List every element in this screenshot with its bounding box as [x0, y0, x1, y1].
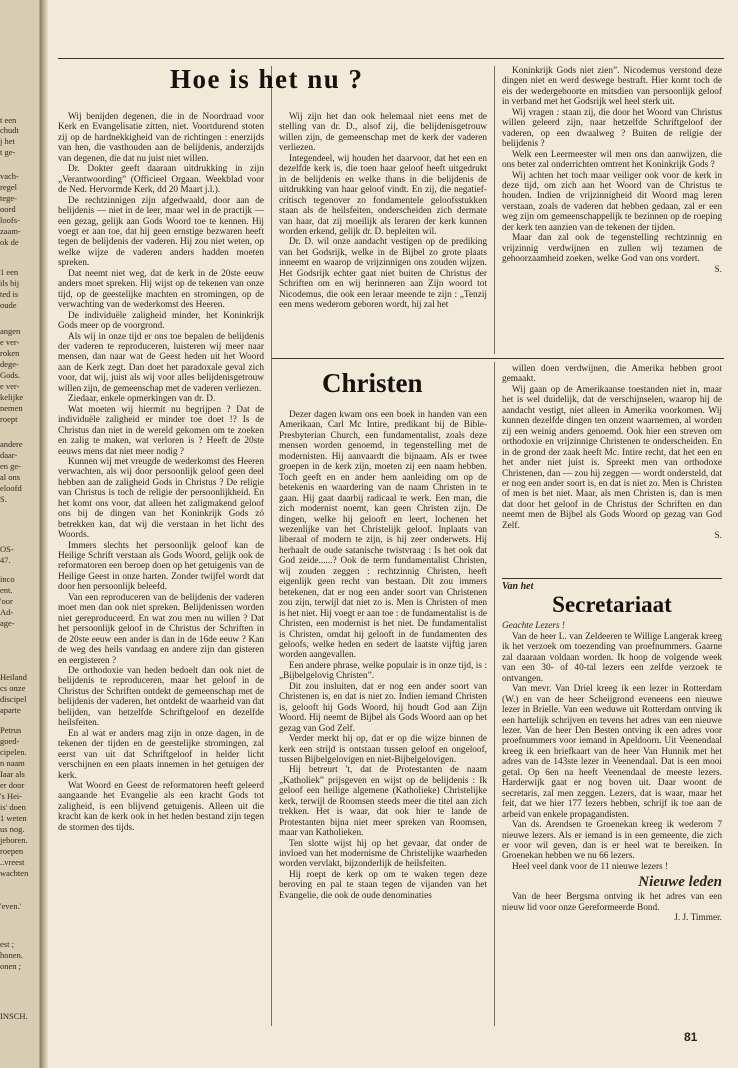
adjacent-page-text-fragment: zaam-: [0, 226, 21, 236]
signature: S.: [714, 531, 722, 542]
paragraph: Van ds. Arendsen te Groenekan kreeg ik wederom 7 nieuwe lezers. Als er iemand is in een gemeente, die zich er voor wil geven, dan is er heel wat te bereiken. In Groenekan hebben we nu 66 lezers.: [502, 820, 722, 862]
paragraph: Hij roept de kerk op om te waken tegen deze beroving en pal te staan tegen de vijanden van het Evangelie, die ook de oude denominaties: [279, 869, 487, 901]
paragraph: Dit zou insluiten, dat er nog een ander soort van Christenen is, en dat is niet zo. Indien iemand Christen is, gelooft hij Gods Woord, hij houdt God aan Zijn Woord. Hij neemt de Bijbel als Gods Woord aan op het gezag van God Zelf.: [279, 681, 487, 734]
paragraph: En al wat er anders mag zijn in onze dagen, in de tekenen der tijden en de geestelijke stromingen, zal eerst van uit dat Schriftgeloof in helder licht verschijnen en een plaats innemen in het getuigen der kerk.: [58, 728, 264, 781]
section-kicker: Van het: [502, 582, 534, 592]
adjacent-page-text-fragment: cipelen.: [0, 747, 27, 757]
adjacent-page-text-fragment: inco: [0, 574, 15, 584]
adjacent-page-text-fragment: ted is: [0, 289, 19, 299]
adjacent-page-text-fragment: dege-: [0, 359, 19, 369]
adjacent-page-text-fragment: 'even.': [0, 901, 22, 911]
paragraph: Wij achten het toch maar veiliger ook voor de kerk in deze tijd, om zich aan het Woord van de Christus te houden. Indien de vrijzinnigheid dit Woord mag leren verstaan, zoals de vaderen dat hebben gedaan, zal er een weg zijn om gemeenschappelijk te bezinnen op de roeping der kerk ten aanzien van de tekenen der tijden.: [502, 170, 722, 233]
adjacent-page-text-fragment: oude: [0, 300, 17, 310]
paragraph: Wij benijden degenen, die in de Noordraad voor Kerk en Evangelisatie zitten, niet. Voortdurend stoten zij op de hardnekkigheid van de richtingen : enerzijds van hen, die vasthouden aan de belijdenis, anderzijds van degenen, die dat nu juist niet willen.: [58, 112, 264, 164]
adjacent-page-text-fragment: INSCH.: [0, 1011, 28, 1021]
adjacent-page-text-fragment: wachten: [0, 868, 29, 878]
paragraph: Dr. Dokter geeft daaraan uitdrukking in zijn „Verantwoording” (Officieel Orgaan. Weekblad voor de Ned. Hervormde Kerk, dd 20 Maart j.l.).: [58, 164, 264, 196]
adjacent-page-text-fragment: oord: [0, 204, 16, 214]
top-rule: [58, 58, 724, 59]
paragraph: Wij vragen : staan zij, die door het Woord van Christus willen geleerd zijn, naar hetzelfde Schriftgeloof der vaderen, op een dwaalweg ? Buiten de religie der belijdenis ?: [502, 107, 722, 150]
adjacent-page-text-fragment: Petrus: [0, 725, 22, 735]
paragraph: Wij zijn het dan ook helemaal niet eens met de stelling van dr. D., alsof zij, die belijdenisgetrouw willen zijn, de gemeenschap met de kerk der vaderen verliezen.: [279, 112, 487, 154]
paragraph: Integendeel, wij houden het daarvoor, dat het een en dezelfde kerk is, die toen haar geloof heeft uitgedrukt in de belijdenis en welke thans in die belijdenis de uitdrukking van haar geloof vindt. En zij, die negatief-critisch tegenover zo fondamentele geloofsstukken staan als de heilsfeiten, onderscheiden zich dermate van haar, dat zij moeilijk als leraren der kerk kunnen worden erkend, gelijk dr. D. bepleiten wil.: [279, 153, 487, 237]
article-column-2: [279, 112, 487, 354]
adjacent-page-text-fragment: 1 een: [0, 267, 19, 277]
paragraph: De orthodoxie van heden bedoelt dan ook niet de belijdenis te reproduceren, maar het geloof in de Christus der Schriften ontdekt de gemeenschap met de belijdenis der vaderen, het ontdekt de waarheid van dat belijden, van hetzelfde Schriftgeloof en dezelfde heilsfeiten.: [58, 666, 264, 729]
article-title-hoe-is-het-nu: Hoe is het nu ?: [170, 64, 364, 94]
paragraph: Van de heer L. van Zeldeeren te Willige Langerak kreeg ik het verzoek om toezending van proefnummers. Gaarne zal daaraan voldaan worden. Ik hoop de volgende week van een 30- of 40-tal lezers een zelfde verzoek te ontvangen.: [502, 631, 722, 684]
paragraph: Heel veel dank voor de 11 nieuwe lezers !: [512, 861, 669, 872]
christen-column-1: [279, 410, 487, 1030]
adjacent-page-text-fragment: vach-: [0, 171, 19, 181]
paragraph: Ziedaar, enkele opmerkingen van dr. D.: [68, 394, 216, 405]
paragraph: Dr. D. wil onze aandacht vestigen op de prediking van het Godsrijk, welke in de Bijbel zo grote plaats inneemt en waarop de vrijzinnigen ons zouden wijzen. Het Godsrijk echter gaat niet buiten de Christus der Schriften om en wij herinneren aan Zijn woord tot Nicodemus, die ook een leraar meende te zijn : „Tenzij een mens wederom geboren wordt, hij zal het: [279, 237, 487, 311]
adjacent-page-text-fragment: e ver-: [0, 381, 20, 391]
adjacent-page-text-fragment: Heiland: [0, 672, 27, 682]
adjacent-page-text-fragment: 1 weten: [0, 813, 27, 823]
adjacent-page-text-fragment: jeboren.: [0, 835, 28, 845]
adjacent-page-text-fragment: kelijke: [0, 392, 24, 402]
adjacent-page-text-fragment: is' doen: [0, 802, 26, 812]
adjacent-page-text-fragment: eloofd: [0, 483, 22, 493]
paragraph: willen doen verdwijnen, die Amerika hebben groot gemaakt.: [502, 364, 722, 385]
paragraph: Dezer dagen kwam ons een boek in handen van een Amerikaan, Carl Mc Intire, predikant bij de Bible-Presbyterian Church, een fundamentalist, zoals deze mensen worden genoemd, in tegenstelling met de modernisten. Hij aanvaardt die bijnaam. Als er twee groepen in de kerk zijn, moeten zij een naam hebben. Toch geeft en en ander hem aanleiding om op de betekenis en waardering van de naam Christen in te gaan. Hij gaat daarbij radicaal te werk. Een man, die zich modernist noemt, kan geen Christen zijn. De dingen, welke hij gelooft en leert, lochenen het wezenlijke van het Christelijk geloof. Inplaats van liberaal of modern te zijn, is hij zeer onderwets. Hij herhaalt de oude satanische twistvraag : Is het ook dat God zeide......? Ook de term fundamentalist Christen, wij zouden zeggen : rechtzinnig Christen, heeft eigenlijk geen recht van bestaan. Dit zou immers betekenen, dat er nog een ander soort van Christenen zou zijn, terwijl dat niet zo is. Men is Christen of men is het niet. Hij voegt er aan toe : de fundamentalist is de Christen, een modernist is het niet. De fundamentalist is Christen, omdat hij gelooft in de fundamenten des geloofs, welke heden en sedert de laatste vijftig jaren worden aangevallen.: [279, 410, 487, 661]
paragraph: Kunnen wij met vreugde de wederkomst des Heeren verwachten, als wij door persoonlijk geloof geen deel hebben aan de zaligheid Gods in Christus ? De religie van Christus is toch de religie der persoonlijkheid. En het komt ons voor, dat alleen het zaligmakend geloof ons bij de dingen van het Koninkrijk Gods zó betrekken kan, dat wij die verstaan in het licht des Woords.: [58, 456, 264, 541]
adjacent-page-text-fragment: t ge-: [0, 147, 16, 157]
adjacent-page-text-fragment: e ver-: [0, 337, 20, 347]
adjacent-page-text-fragment: discipel: [0, 694, 27, 704]
adjacent-page-text-fragment: onen ;: [0, 961, 22, 971]
adjacent-page-text-fragment: ..vreest: [0, 857, 25, 867]
adjacent-page-text-fragment: 's Hei-: [0, 791, 23, 801]
adjacent-page-text-fragment: us nog.: [0, 824, 25, 834]
adjacent-page-text-fragment: ent.: [0, 585, 13, 595]
adjacent-page-text-fragment: 'oor: [0, 596, 13, 606]
secretariaat-section: [502, 582, 722, 1022]
adjacent-page-text-fragment: est ;: [0, 939, 14, 949]
adjacent-page-text-fragment: ok de: [0, 237, 19, 247]
adjacent-page-text-fragment: al ons: [0, 472, 21, 482]
column-divider-right-lower: [494, 362, 495, 1026]
paragraph: Welk een Leermeester wil men ons dan aanwijzen, die ons beter zal onderrichten omtrent het Koninkrijk Gods ?: [502, 149, 722, 171]
adjacent-page-text-fragment: cs onze: [0, 683, 26, 693]
paragraph: De rechtzinnigen zijn afgedwaald, door aan de belijdenis — niet in de leer, maar wel in de practijk — een gezag, gelijk aan Gods Woord toe te kennen. Hij voegt er aan toe, dat hij geen ernstige bezwaren heeft tegen de belijdenis der vaderen. Hij zou niet weten, op welke wijze de vaderen anders hadden moeten spreken.: [58, 195, 264, 269]
page-binding: [40, 0, 48, 1068]
adjacent-page-edge: [0, 0, 40, 1068]
adjacent-page-text-fragment: Iaar als: [0, 769, 25, 779]
adjacent-page-text-fragment: er door: [0, 780, 25, 790]
adjacent-page-text-fragment: 47.: [0, 555, 11, 565]
article-column-1: [58, 112, 264, 1028]
adjacent-page-text-fragment: S.: [0, 494, 7, 504]
adjacent-page-text-fragment: roepen: [0, 846, 24, 856]
adjacent-page-text-fragment: honen.: [0, 950, 23, 960]
paragraph: Een andere phrase, welke populair is in onze tijd, is : „Bijbelgelovig Christen”.: [279, 660, 487, 682]
article-title-christen: Christen: [322, 368, 423, 398]
adjacent-page-text-fragment: nemen: [0, 403, 23, 413]
paragraph: De individuële zaligheid minder, het Koninkrijk Gods meer op de voorgrond.: [58, 310, 264, 332]
signature: S.: [714, 264, 722, 275]
adjacent-page-text-fragment: n naam: [0, 758, 25, 768]
paragraph: Wij gaan op de Amerikaanse toestanden niet in, maar het is wel duidelijk, dat de verschijnselen, waarop hij de aandacht vestigt, niet alleen in Amerika voorkomen. Wij kunnen dezelfde dingen ten onzent waarnemen, al worden zij een weinig anders genoemd. Ook hier een streven om orthodoxie en vrijzinnige Christenen te onderscheiden. En in de grond der zaak heeft Mc. Intire recht, dat het een en het ander niet juist is. Spreekt men van orthodoxe Christenen, dan — zou hij zeggen — wordt ondersteld, dat er nog een ander soort is, en dat is niet zo. Men is Christen of men is het niet. Maar, als men Christen is, dan is men dat door het geloof in de Christus der Schriften en dan neemt men de Bijbel als Gods Woord op gezag van God Zelf.: [502, 384, 722, 531]
adjacent-page-text-fragment: chudt: [0, 125, 19, 135]
signature: J. J. Timmer.: [674, 913, 722, 924]
adjacent-page-text-fragment: t een: [0, 115, 17, 125]
adjacent-page-text-fragment: andere: [0, 439, 23, 449]
adjacent-page-text-fragment: regel: [0, 182, 17, 192]
paragraph: Wat Woord en Geest de reformatoren heeft geleerd aangaande het Evangelie als een kracht Gods tot zaligheid, is een blijvend getuigenis. Alleen uit die kracht kan de kerk ook in het heden bestand zijn tegen de stormen des tijds.: [58, 781, 264, 833]
column-divider-left: [271, 66, 272, 1026]
paragraph: Ten slotte wijst hij op het gevaar, dat onder de invloed van het modernisme de Christelijke waarheden worden vervlakt, bijzonderlijk de heilsfeiten.: [279, 838, 487, 870]
paragraph: Van mevr. Van Driel kreeg ik een lezer in Rotterdam (W.) en van de heer Scheijgrond eveneens een nieuwe lezer in Brielle. Van een weduwe uit Rotterdam ontving ik een hartelijk schrijven en tevens het adres van een nieuwe lezer. Van de heer Den Besten ontving ik een adres voor proefnummers voor iemand in Apeldoorn. Uit Veenendaal kreeg ik een briefkaart van de heer Van Hunnik met het adres van de 143ste lezer in Veenendaal. Dat is een mooi getal. Op 6en na heeft Veenendaal de meeste lezers. Harderwijk gaat er nog boven uit. Daar woont de secretaris, zal men zeggen. Lezers, dat is waar, maar het feit, dat we hier 177 lezers hebben, schrijf ik toe aan de arbeid van enkele propagandisten.: [502, 684, 722, 820]
column-divider-right: [494, 66, 495, 354]
adjacent-page-text-fragment: loofs-: [0, 215, 20, 225]
adjacent-page-text-fragment: en ge-: [0, 461, 22, 471]
paragraph: Van een reproduceren van de belijdenis der vaderen moet men dan ook niet spreken. Belijdenissen worden niet gereproduceerd. En wat zou men nu willen ? Dat het persoonlijk geloof in de Christus der Schriften in de 20ste eeuw een ander is dan in de 16de eeuw ? Kan de weg des heils vandaag en andere zijn dan gisteren en eergisteren ?: [58, 592, 264, 666]
subheading-nieuwe-leden: Nieuwe leden: [638, 874, 722, 891]
salutation: Geachte Lezers !: [502, 621, 565, 632]
paragraph: Koninkrijk Gods niet zien”. Nicodemus verstond deze dingen niet en werd deswege bestraft. Hier komt toch de eis der wedergeboorte en mitsdien van persoonlijk geloof in verband met het Godsrijk wel heel sterk uit.: [502, 66, 722, 108]
adjacent-page-text-fragment: j het: [0, 136, 15, 146]
paragraph: Wat moeten wij hiermit nu begrijpen ? Dat de individuële zaligheid er minder toe doet !? Is de Christus dan niet in de wereld gekomen om te zoeken en zalig te maken, wat verloren is ? Heeft de 20ste eeuws mens dat niet meer nodig ?: [58, 404, 264, 457]
paragraph: Dat neemt niet weg, dat de kerk in de 20ste eeuw anders moet spreken. Hij wijst op de tekenen van onze tijd, op de geestelijke machten en stromingen, op de verwachting van de wederkomst des Heeren.: [58, 268, 264, 311]
adjacent-page-text-fragment: Ad-: [0, 607, 14, 617]
section-divider: [502, 578, 722, 579]
paragraph: Als wij in onze tijd er ons toe bepalen de belijdenis der vaderen te reproduceren, luisteren wij meer naar mensen, dan naar wat de Geest heden uit het Woord aan de Kerk zegt. Dan doet het paradoxale geval zich voor, dat wij, juist als wij voor alles belijdenisgetrouw willen zijn, de gemeenschap met de vaderen verliezen.: [58, 331, 264, 394]
adjacent-page-text-fragment: age-: [0, 618, 15, 628]
article-column-3: [502, 66, 722, 356]
horizontal-divider: [272, 358, 724, 359]
section-title-secretariaat: Secretariaat: [552, 592, 672, 618]
adjacent-page-text-fragment: tege-: [0, 193, 17, 203]
adjacent-page-text-fragment: OS-: [0, 544, 14, 554]
adjacent-page-text-fragment: ils bij: [0, 278, 20, 288]
paragraph: Immers slechts het persoonlijk geloof kan de Heilige Schrift verstaan als Gods Woord, gelijk ook de reformatoren een beroep doen op het getuigenis van de Heilige Geest in onze harten. Zonder twijfel wordt dat door hen persoonlijk beleefd.: [58, 540, 264, 593]
adjacent-page-text-fragment: roken: [0, 348, 20, 358]
members-paragraph: Van de heer Bergsma ontving ik het adres van een nieuw lid voor onze Gereformeerde Bond.: [502, 892, 722, 913]
paragraph: Maar dan zal ook de tegenstelling rechtzinnig en vrijzinnig verdwijnen en zullen wij tezamen de gehoorzaamheid zoeken, welke God van ons vordert.: [502, 233, 722, 265]
paragraph: Hij betreurt 't, dat de Protestanten de naam „Katholiek” prijsgeven en wijst op de belijdenis : Ik geloof een heilige algemene (Katholieke) Christelijke kerk, terwijl de Roomsen steeds meer die titel aan zich trekken. Het is waar, dat ook hier te lande de Protestanten bijna niet meer spreken van Roomsen, maar van Katholieken.: [279, 765, 487, 839]
adjacent-page-text-fragment: angen: [0, 326, 21, 336]
adjacent-page-text-fragment: goed-: [0, 736, 20, 746]
adjacent-page-text-fragment: aparte: [0, 705, 21, 715]
page-number: 81: [684, 1030, 698, 1044]
paragraph: Verder merkt hij op, dat er op die wijze binnen de kerk een strijd is ontstaan tussen geloof en ongeloof, tussen Bijbelgelovigen en niet-Bijbelgelovigen.: [279, 734, 487, 765]
christen-column-2: [502, 364, 722, 576]
adjacent-page-text-fragment: Gods.: [0, 370, 21, 380]
adjacent-page-text-fragment: daar-: [0, 450, 18, 460]
adjacent-page-text-fragment: roept: [0, 414, 18, 424]
